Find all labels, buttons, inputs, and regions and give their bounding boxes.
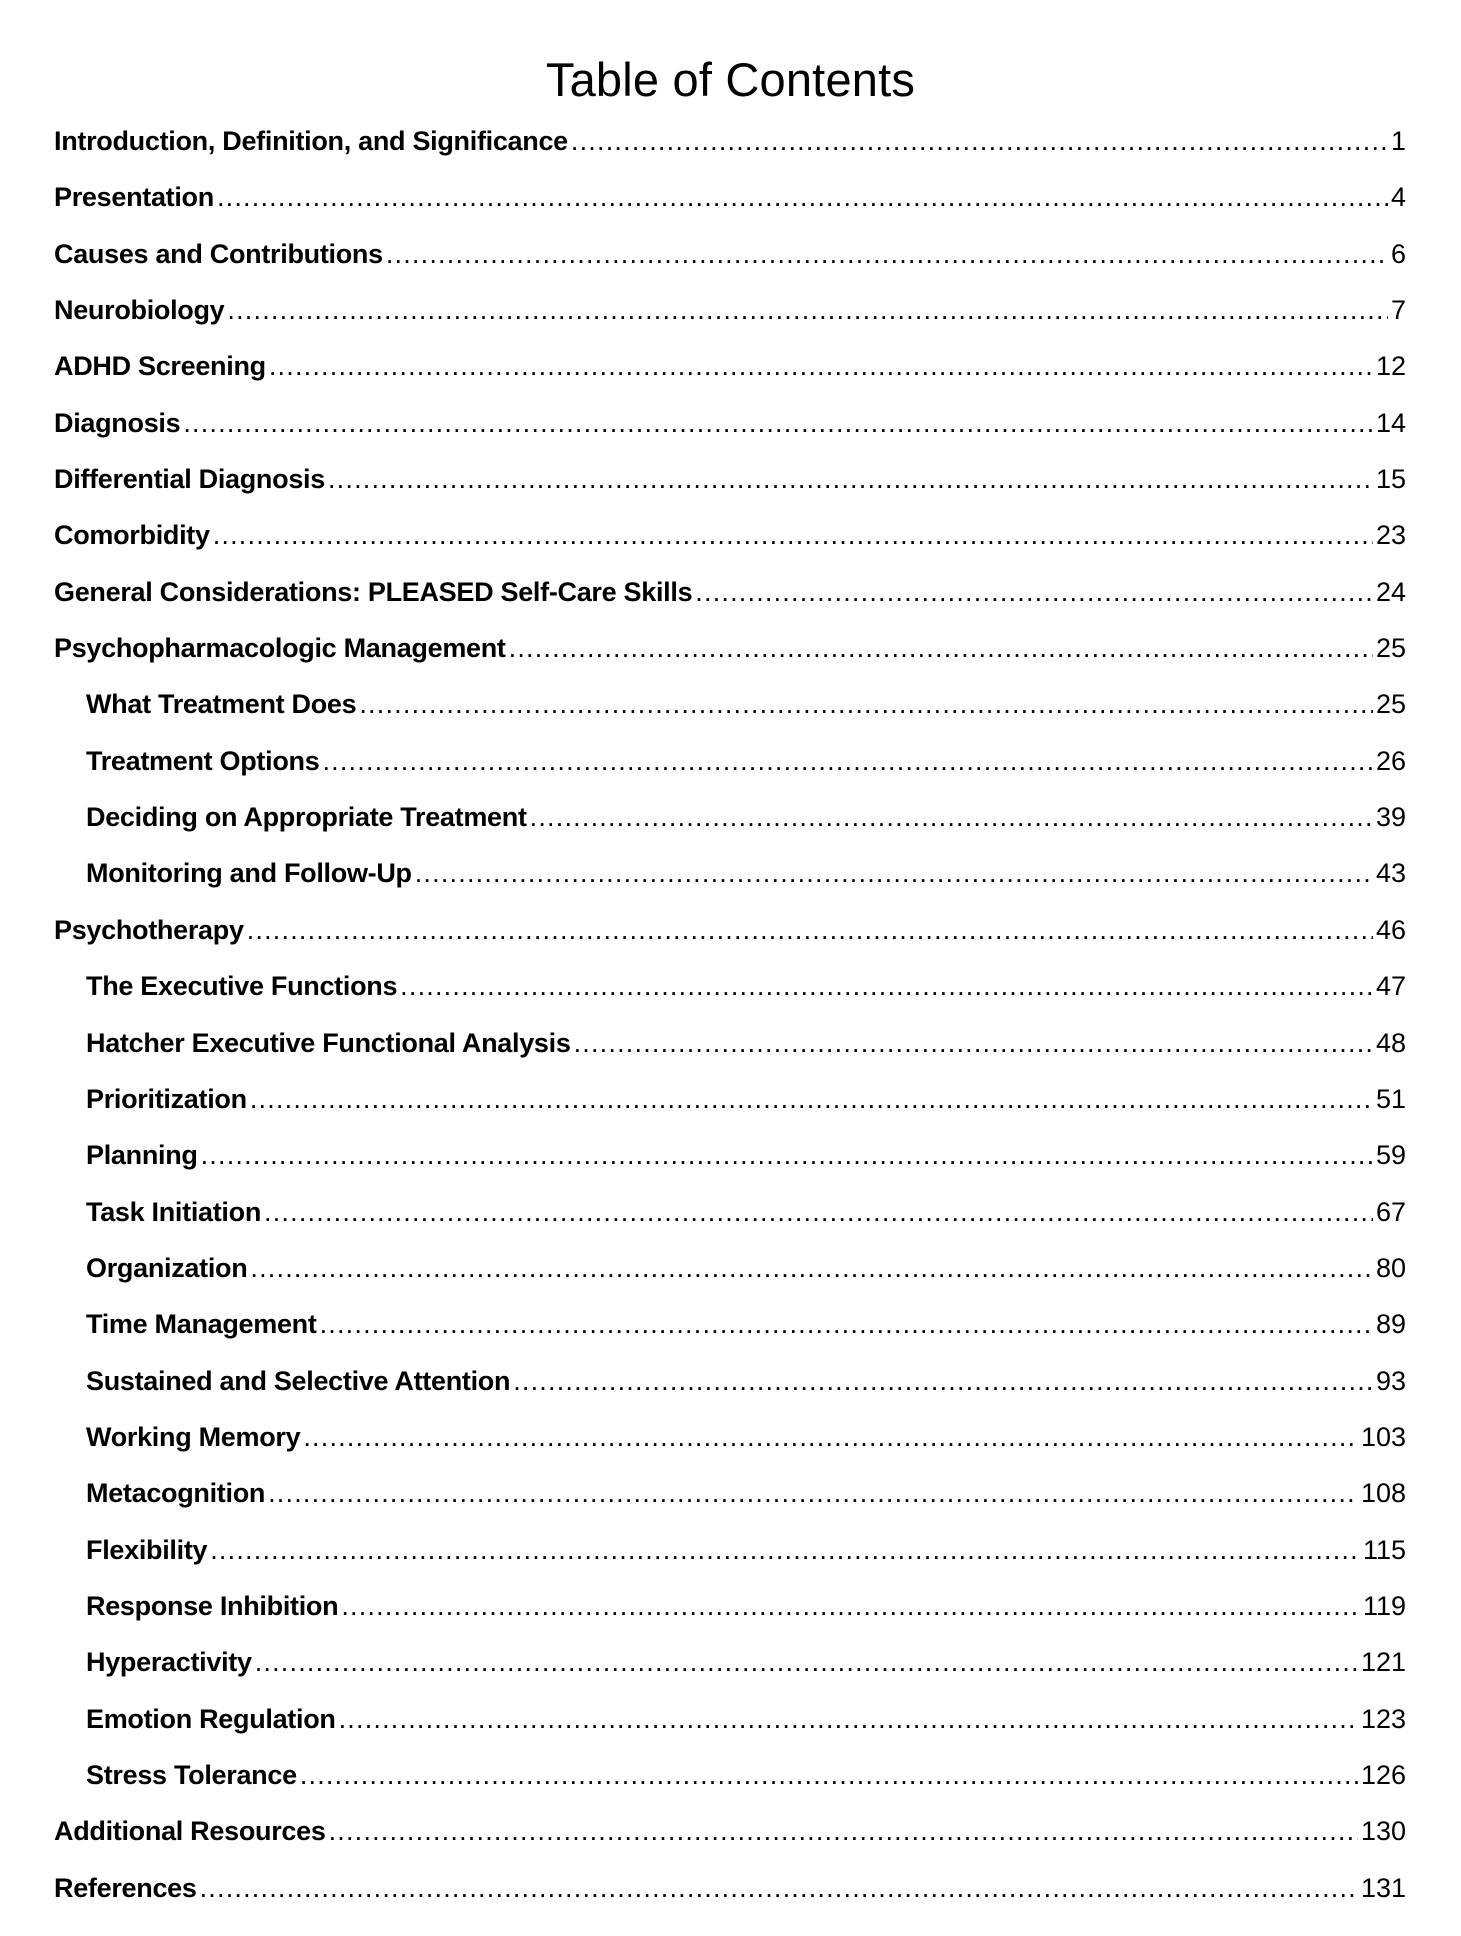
toc-entry-page-number: 126: [1360, 1759, 1406, 1790]
toc-subentry[interactable]: [54, 958, 1406, 1014]
dot-leader: [509, 620, 1373, 676]
dot-leader: [328, 451, 1373, 507]
toc-entry-label: General Considerations: PLEASED Self-Care Skills: [54, 576, 693, 607]
toc-entry-label: Organization: [86, 1252, 248, 1283]
table-of-contents: [54, 113, 1406, 1916]
toc-entry-label: Psychopharmacologic Management: [54, 633, 506, 664]
toc-entry-page-number: 89: [1375, 1309, 1406, 1340]
toc-entry-page-number: 130: [1360, 1816, 1406, 1847]
dot-leader: [227, 282, 1388, 338]
toc-entry-label: ADHD Screening: [54, 351, 266, 382]
toc-entry-label: Neurobiology: [54, 295, 225, 326]
dot-leader: [571, 113, 1388, 169]
toc-subentry[interactable]: [54, 733, 1406, 789]
toc-entry-label: Metacognition: [86, 1478, 266, 1509]
toc-entry-page-number: 67: [1375, 1196, 1406, 1227]
toc-entry-label: The Executive Functions: [86, 971, 398, 1002]
dot-leader: [300, 1747, 1358, 1803]
toc-entry-page-number: 115: [1362, 1534, 1406, 1565]
toc-entry-label: Introduction, Definition, and Significance: [54, 126, 568, 156]
toc-subentry[interactable]: [54, 1465, 1406, 1521]
toc-entry-label: Presentation: [54, 182, 214, 213]
toc-entry-page-number: 23: [1375, 520, 1406, 551]
dot-leader: [386, 226, 1388, 282]
toc-subentry[interactable]: [54, 1634, 1406, 1690]
toc-entry-page-number: 4: [1390, 182, 1406, 213]
toc-subentry[interactable]: [54, 1522, 1406, 1578]
toc-subentry[interactable]: [54, 676, 1406, 732]
toc-subentry[interactable]: [54, 1747, 1406, 1803]
dot-leader: [329, 1803, 1358, 1859]
toc-entry-label: Diagnosis: [54, 407, 181, 438]
toc-entry[interactable]: [54, 226, 1406, 282]
toc-entry-page-number: 131: [1360, 1872, 1406, 1903]
toc-subentry[interactable]: [54, 1409, 1406, 1465]
toc-entry-label: Monitoring and Follow-Up: [86, 858, 412, 889]
toc-entry-page-number: 48: [1375, 1027, 1406, 1058]
toc-entry-label: Differential Diagnosis: [54, 464, 325, 495]
toc-entry-label: Time Management: [86, 1309, 317, 1340]
dot-leader: [264, 1184, 1373, 1240]
toc-entry-label: Planning: [86, 1140, 198, 1171]
toc-entry-label: Treatment Options: [86, 745, 320, 776]
toc-entry-page-number: 51: [1375, 1083, 1406, 1114]
dot-leader: [250, 1071, 1373, 1127]
dot-leader: [530, 789, 1373, 845]
dot-leader: [247, 902, 1373, 958]
toc-entry-label: Emotion Regulation: [86, 1703, 336, 1734]
toc-entry-page-number: 14: [1375, 407, 1406, 438]
page-title: Table of Contents: [545, 53, 916, 106]
toc-entry-page-number: 108: [1360, 1478, 1406, 1509]
toc-subentry[interactable]: [54, 1127, 1406, 1183]
dot-leader: [303, 1409, 1358, 1465]
toc-entry-page-number: 121: [1360, 1647, 1406, 1678]
toc-entry-label: Comorbidity: [54, 520, 210, 551]
toc-entry-page-number: 46: [1375, 914, 1406, 945]
toc-entry-label: Flexibility: [86, 1534, 208, 1565]
toc-entry-page-number: 123: [1360, 1703, 1406, 1734]
toc-entry[interactable]: [54, 507, 1406, 563]
toc-entry-page-number: 39: [1375, 802, 1406, 833]
toc-entry-label: Response Inhibition: [86, 1590, 339, 1621]
toc-subentry[interactable]: [54, 1184, 1406, 1240]
toc-entry-label: Sustained and Selective Attention: [86, 1365, 511, 1396]
dot-leader: [322, 733, 1373, 789]
dot-leader: [201, 1127, 1373, 1183]
toc-subentry[interactable]: [54, 1296, 1406, 1352]
toc-entry-page-number: 119: [1362, 1590, 1406, 1621]
dot-leader: [183, 395, 1373, 451]
toc-entry[interactable]: [54, 564, 1406, 620]
dot-leader: [339, 1691, 1358, 1747]
toc-entry-label: References: [54, 1872, 197, 1903]
dot-leader: [513, 1353, 1373, 1409]
toc-entry-label: Task Initiation: [86, 1196, 262, 1227]
toc-entry-page-number: 43: [1375, 858, 1406, 889]
dot-leader: [574, 1015, 1373, 1071]
toc-entry-label: Prioritization: [86, 1083, 247, 1114]
toc-entry[interactable]: [54, 1803, 1406, 1859]
toc-entry[interactable]: [54, 338, 1406, 394]
dot-leader: [213, 507, 1373, 563]
toc-subentry[interactable]: [54, 1578, 1406, 1634]
toc-subentry[interactable]: [54, 1015, 1406, 1071]
toc-entry-page-number: 24: [1375, 576, 1406, 607]
toc-entry[interactable]: [54, 620, 1406, 676]
toc-entry-label: Additional Resources: [54, 1816, 326, 1847]
toc-entry-label: Hyperactivity: [86, 1647, 252, 1678]
toc-subentry[interactable]: [54, 1071, 1406, 1127]
toc-entry[interactable]: [54, 902, 1406, 958]
dot-leader: [341, 1578, 1360, 1634]
toc-entry-page-number: 12: [1375, 351, 1406, 382]
dot-leader: [217, 169, 1388, 225]
dot-leader: [200, 1860, 1358, 1916]
dot-leader: [415, 845, 1373, 901]
toc-entry[interactable]: [54, 451, 1406, 507]
dot-leader: [320, 1296, 1373, 1352]
toc-subentry[interactable]: [54, 1691, 1406, 1747]
toc-entry-label: Hatcher Executive Functional Analysis: [86, 1027, 571, 1058]
toc-subentry[interactable]: [54, 1353, 1406, 1409]
toc-entry[interactable]: [54, 169, 1406, 225]
toc-entry-page-number: 26: [1375, 745, 1406, 776]
toc-entry-page-number: 6: [1390, 238, 1406, 269]
dot-leader: [269, 338, 1373, 394]
dot-leader: [268, 1465, 1358, 1521]
toc-entry[interactable]: [54, 395, 1406, 451]
toc-entry-page-number: 103: [1360, 1421, 1406, 1452]
toc-entry[interactable]: [54, 113, 1406, 169]
dot-leader: [250, 1240, 1373, 1296]
dot-leader: [210, 1522, 1360, 1578]
toc-entry-page-number: 25: [1375, 633, 1406, 664]
dot-leader: [359, 676, 1373, 732]
toc-entry-page-number: 7: [1390, 295, 1406, 326]
toc-entry-label: Stress Tolerance: [86, 1759, 297, 1790]
toc-entry-page-number: 80: [1375, 1252, 1406, 1283]
dot-leader: [695, 564, 1373, 620]
toc-entry-page-number: 25: [1375, 689, 1406, 720]
toc-subentry[interactable]: [54, 1240, 1406, 1296]
toc-entry-label: Working Memory: [86, 1421, 301, 1452]
toc-subentry[interactable]: [54, 789, 1406, 845]
dot-leader: [255, 1634, 1358, 1690]
toc-entry-page-number: 1: [1390, 126, 1406, 156]
toc-entry-label: What Treatment Does: [86, 689, 357, 720]
toc-subentry[interactable]: [54, 845, 1406, 901]
toc-entry-label: Psychotherapy: [54, 914, 244, 945]
toc-entry-page-number: 59: [1375, 1140, 1406, 1171]
toc-entry-page-number: 47: [1375, 971, 1406, 1002]
toc-entry[interactable]: [54, 1860, 1406, 1916]
toc-entry-label: Causes and Contributions: [54, 238, 383, 269]
toc-entry-label: Deciding on Appropriate Treatment: [86, 802, 527, 833]
toc-entry-page-number: 15: [1375, 464, 1406, 495]
dot-leader: [400, 958, 1373, 1014]
toc-entry[interactable]: [54, 282, 1406, 338]
toc-entry-page-number: 93: [1375, 1365, 1406, 1396]
